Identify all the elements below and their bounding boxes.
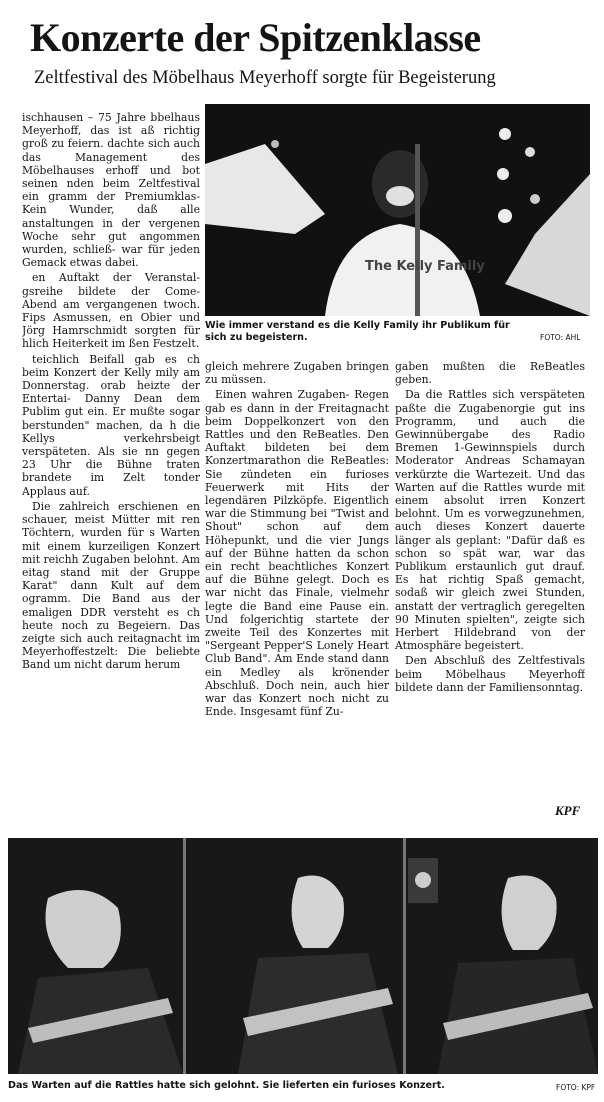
paragraph: ischhausen – 75 Jahre bbelhaus Meyerhoff, das ist aß richtig groß zu feiern. dachte sich auch das Management des Möbelhauses erhoff und bot seinen nden beim Zeltfestival ein gramm der Premiumklas- Kein Wunder, daß alle anstaltungen in der vergenen Woche sehr gut angommen wurden, schließ- war für jeden Gemack etwas dabei. [22, 111, 200, 270]
shirt-text: The Kelly Family [365, 259, 485, 274]
photo-top-caption: Wie immer verstand es die Kelly Family ihr Publikum für sich zu begeistern. [205, 320, 510, 343]
paragraph: Die zahlreich erschienen en schauer, meist Mütter mit ren Töchtern, wurden für s Warten mit einem kurzeiligen Konzert mit reichh Zugaben belohnt. Am eitag stand mit der Gruppe Karat" dann Kult auf dem ogramm. Die Band aus der emaligen DDR versteht es ch heute noch zu Begeiern. Das zeigte sich auch reitagnacht im Meyerhoffestzelt: Die beliebte Band um nicht darum herum [22, 499, 200, 672]
author-signature: KPF [555, 803, 581, 818]
article-column-2 [205, 360, 389, 832]
paragraph: en Auftakt der Veranstal- gsreihe bildete der Come- Abend am vergangenen twoch. Fips Asmussen, en Obier und Jörg Hamrschmidt sorgten für hlich Heiterkeit im ßen Festzelt. [22, 271, 200, 351]
rattles-photo [8, 838, 598, 1074]
paragraph: Den Abschluß des Zeltfestivals beim Möbelhaus Meyerhoff bildete dann der Familiensonntag. [395, 654, 585, 694]
photo-bottom-caption: Das Warten auf die Rattles hatte sich gelohnt. Sie lieferten ein furioses Konzert. [8, 1080, 445, 1091]
paragraph: Da die Rattles sich verspäteten paßte die Zugabenorgie gut ins Programm, und auch die Gewinnübergabe des Radio Bremen 1-Gewinnspiels durch Moderator Andreas Schamayan verkürzte die Wartezeit. Und das Warten auf die Rattles wurde mit einem absolut irren Konzert belohnt. Um es vorwegzunehmen, auch dieses Konzert dauerte länger als geplant: "Dafür daß es schon so spät war, war das Publikum erstaunlich gut drauf. Es hat richtig Spaß gemacht, sodaß wir gleich zwei Stunden, anstatt der vertraglich geregelten 90 Minuten spielten", zeigte sich Herbert Hildebrand von der Atmosphäre begeistert. [395, 388, 585, 653]
subheadline: Zeltfestival des Möbelhaus Meyerhoff sorgte für Begeisterung [34, 68, 496, 88]
headline: Konzerte der Spitzenklasse [30, 15, 481, 60]
kelly-family-photo [205, 104, 590, 316]
concert-photo-image [205, 104, 590, 316]
article-column-1 [22, 111, 200, 831]
article-column-3 [395, 360, 585, 832]
paragraph: gleich mehrere Zugaben bringen zu müssen. [205, 360, 389, 387]
band-photo-image [8, 838, 598, 1074]
photo-bottom-credit: FOTO: KPF [556, 1083, 596, 1092]
paragraph: gaben mußten die ReBeatles geben. [395, 360, 585, 387]
paragraph: Einen wahren Zugaben- Regen gab es dann in der Freitagnacht beim Doppelkonzert von den Rattles und den ReBeatles. Den Auftakt bildeten bei dem Konzertmarathon die ReBeatles: Sie zündeten ein furioses Feuerwerk mit Hits der legendären Pilzköpfe. Eigentlich war die Stimmung bei "Twist and Shout" schon auf dem Höhepunkt, und die vier Jungs auf der Bühne hatten da schon ein recht beachtliches Konzert auf die Bühne gelegt. Doch es war nicht das Finale, vielmehr legte die Band eine Pause ein. Und folgerichtig startete der zweite Teil des Konzertes mit "Sergeant Pepper'S Lonely Heart Club Band". Am Ende stand dann ein Medley als krönender Abschluß. Doch nein, auch hier war das Konzert noch nicht zu Ende. Insgesamt fünf Zu- [205, 388, 389, 719]
paragraph: teichlich Beifall gab es ch beim Konzert der Kelly mily am Donnerstag. orab heizte der Entertai- Danny Dean dem Publim gut ein. Er mußte sogar berstunden" machen, da h die Kellys verkehrsbeigt verspäteten. Als sie nn gegen 23 Uhr die Bühne traten brandete im Zelt tonder Applaus auf. [22, 352, 200, 498]
photo-top-credit: FOTO: AHL [540, 333, 581, 342]
